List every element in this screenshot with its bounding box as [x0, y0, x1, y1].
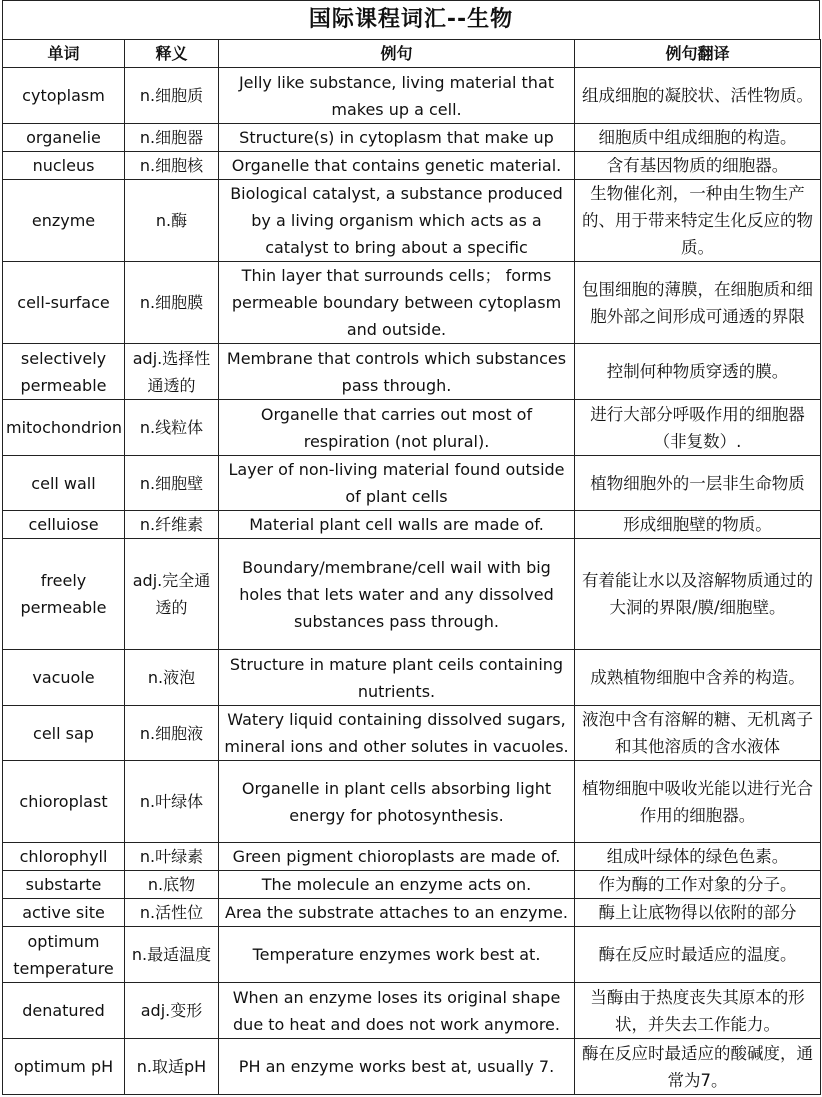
term-cell: chlorophyll	[3, 843, 125, 871]
term-cell: cell wall	[3, 456, 125, 511]
term-cell: cell sap	[3, 706, 125, 761]
table-row	[3, 152, 821, 180]
translation-cell: 含有基因物质的细胞器。	[575, 152, 821, 180]
table-row	[3, 899, 821, 927]
term-cell: active site	[3, 899, 125, 927]
table-row	[3, 400, 821, 456]
table-row	[3, 124, 821, 152]
term-cell: organelie	[3, 124, 125, 152]
term-cell: mitochondrion	[3, 400, 125, 456]
table-row	[3, 456, 821, 511]
table-row	[3, 1039, 821, 1095]
meaning-cell: n.取适pH	[125, 1039, 219, 1095]
example-cell: When an enzyme loses its original shape due to heat and does not work anymore.	[219, 983, 575, 1039]
table-row	[3, 871, 821, 899]
meaning-cell: n.纤维素	[125, 511, 219, 539]
translation-cell: 有着能让水以及溶解物质通过的大洞的界限/膜/细胞壁。	[575, 539, 821, 650]
translation-cell: 酶在反应时最适应的温度。	[575, 927, 821, 983]
term-cell: celluiose	[3, 511, 125, 539]
term-cell: freely permeable	[3, 539, 125, 650]
translation-cell: 酶上让底物得以依附的部分	[575, 899, 821, 927]
translation-cell: 酶在反应时最适应的酸碱度，通常为7。	[575, 1039, 821, 1095]
example-cell: Boundary/membrane/cell wail with big holes that lets water and any dissolved substances pass through.	[219, 539, 575, 650]
translation-cell: 控制何种物质穿透的膜。	[575, 344, 821, 400]
header-word: 单词	[3, 40, 125, 68]
meaning-cell: n.细胞质	[125, 68, 219, 124]
table-header-row	[3, 40, 821, 68]
header-translation: 例句翻译	[575, 40, 821, 68]
meaning-cell: n.线粒体	[125, 400, 219, 456]
header-example: 例句	[219, 40, 575, 68]
example-cell: Structure in mature plant ceils containing nutrients.	[219, 650, 575, 706]
table-row	[3, 761, 821, 843]
meaning-cell: n.液泡	[125, 650, 219, 706]
translation-cell: 生物催化剂，一种由生物生产的、用于带来特定生化反应的物质。	[575, 180, 821, 262]
example-cell: Organelle that carries out most of respiration (not plural).	[219, 400, 575, 456]
meaning-cell: n.叶绿体	[125, 761, 219, 843]
example-cell: The molecule an enzyme acts on.	[219, 871, 575, 899]
translation-cell: 细胞质中组成细胞的构造。	[575, 124, 821, 152]
table-body	[3, 68, 821, 1095]
table-row	[3, 983, 821, 1039]
term-cell: cell-surface	[3, 262, 125, 344]
example-cell: Structure(s) in cytoplasm that make up	[219, 124, 575, 152]
meaning-cell: n.细胞液	[125, 706, 219, 761]
meaning-cell: n.细胞器	[125, 124, 219, 152]
example-cell: Membrane that controls which substances pass through.	[219, 344, 575, 400]
table-row	[3, 843, 821, 871]
translation-cell: 作为酶的工作对象的分子。	[575, 871, 821, 899]
example-cell: PH an enzyme works best at, usually 7.	[219, 1039, 575, 1095]
meaning-cell: n.叶绿素	[125, 843, 219, 871]
header-meaning: 释义	[125, 40, 219, 68]
table-row	[3, 180, 821, 262]
term-cell: enzyme	[3, 180, 125, 262]
translation-cell: 组成叶绿体的绿色色素。	[575, 843, 821, 871]
translation-cell: 成熟植物细胞中含养的构造。	[575, 650, 821, 706]
translation-cell: 包围细胞的薄膜，在细胞质和细胞外部之间形成可通透的界限	[575, 262, 821, 344]
table-row	[3, 650, 821, 706]
example-cell: Thin layer that surrounds cells； forms permeable boundary between cytoplasm and outside.	[219, 262, 575, 344]
example-cell: Biological catalyst, a substance produced by a living organism which acts as a catalyst to bring about a specific	[219, 180, 575, 262]
translation-cell: 组成细胞的凝胶状、活性物质。	[575, 68, 821, 124]
term-cell: cytoplasm	[3, 68, 125, 124]
translation-cell: 形成细胞壁的物质。	[575, 511, 821, 539]
example-cell: Material plant cell walls are made of.	[219, 511, 575, 539]
table-row	[3, 262, 821, 344]
table-row	[3, 927, 821, 983]
meaning-cell: adj.变形	[125, 983, 219, 1039]
term-cell: vacuole	[3, 650, 125, 706]
table-row	[3, 539, 821, 650]
vocabulary-sheet	[2, 0, 820, 1095]
term-cell: chioroplast	[3, 761, 125, 843]
example-cell: Area the substrate attaches to an enzyme.	[219, 899, 575, 927]
term-cell: selectively permeable	[3, 344, 125, 400]
example-cell: Organelle that contains genetic material.	[219, 152, 575, 180]
sheet-title: 国际课程词汇--生物	[2, 0, 820, 39]
meaning-cell: n.底物	[125, 871, 219, 899]
meaning-cell: adj.完全通透的	[125, 539, 219, 650]
translation-cell: 当酶由于热度丧失其原本的形状，并失去工作能力。	[575, 983, 821, 1039]
meaning-cell: n.酶	[125, 180, 219, 262]
meaning-cell: adj.选择性通透的	[125, 344, 219, 400]
translation-cell: 植物细胞外的一层非生命物质	[575, 456, 821, 511]
table-row	[3, 511, 821, 539]
example-cell: Jelly like substance, living material that makes up a cell.	[219, 68, 575, 124]
example-cell: Watery liquid containing dissolved sugars, mineral ions and other solutes in vacuoles.	[219, 706, 575, 761]
term-cell: optimum pH	[3, 1039, 125, 1095]
translation-cell: 进行大部分呼吸作用的细胞器（非复数）.	[575, 400, 821, 456]
translation-cell: 植物细胞中吸收光能以进行光合作用的细胞器。	[575, 761, 821, 843]
meaning-cell: n.最适温度	[125, 927, 219, 983]
table-row	[3, 68, 821, 124]
term-cell: optimum temperature	[3, 927, 125, 983]
meaning-cell: n.活性位	[125, 899, 219, 927]
translation-cell: 液泡中含有溶解的糖、无机离子和其他溶质的含水液体	[575, 706, 821, 761]
term-cell: denatured	[3, 983, 125, 1039]
meaning-cell: n.细胞壁	[125, 456, 219, 511]
example-cell: Layer of non-living material found outside of plant cells	[219, 456, 575, 511]
term-cell: substarte	[3, 871, 125, 899]
example-cell: Organelle in plant cells absorbing light energy for photosynthesis.	[219, 761, 575, 843]
meaning-cell: n.细胞膜	[125, 262, 219, 344]
example-cell: Green pigment chioroplasts are made of.	[219, 843, 575, 871]
table-row	[3, 344, 821, 400]
table-row	[3, 706, 821, 761]
vocabulary-table	[2, 39, 821, 1095]
term-cell: nucleus	[3, 152, 125, 180]
example-cell: Temperature enzymes work best at.	[219, 927, 575, 983]
meaning-cell: n.细胞核	[125, 152, 219, 180]
